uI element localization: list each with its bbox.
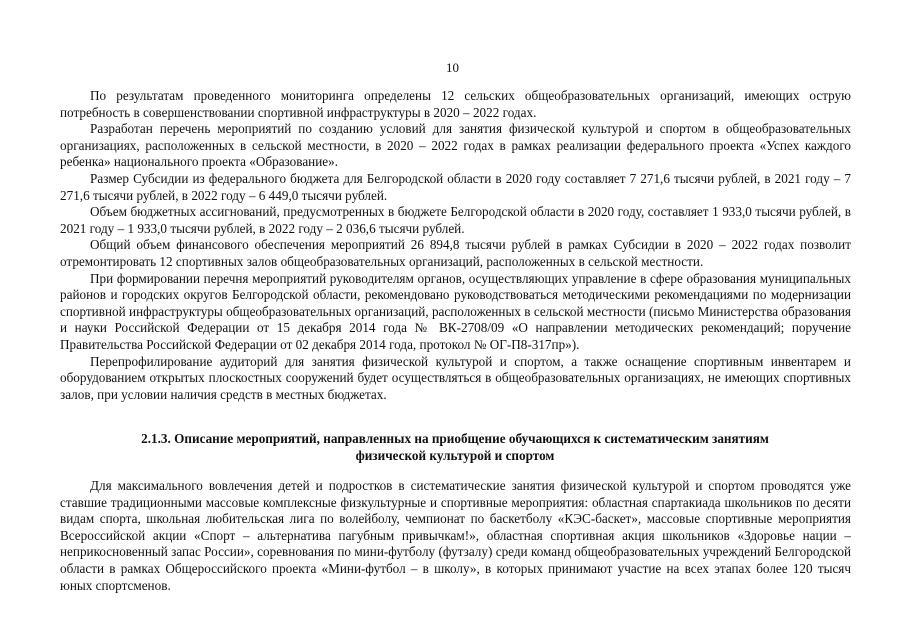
section-body	[60, 478, 851, 594]
section-heading-line: физической культурой и спортом	[355, 448, 555, 463]
paragraph: Перепрофилирование аудиторий для занятия физической культурой и спортом, а также оснащение спортивным инвентарем и оборудованием открытых плоскостных сооружений будет осуществляться в общеобразовательных организациях, не имеющих спортивных залов, при условии наличия средств в местных бюджетах.	[60, 353, 851, 402]
body-text	[60, 88, 851, 403]
paragraph: Размер Субсидии из федерального бюджета для Белгородской области в 2020 году составляет 7 271,6 тысячи рублей, в 2021 году – 7 271,6 тысячи рублей, в 2022 году – 6 449,0 тысячи рублей.	[60, 170, 851, 203]
paragraph: При формировании перечня мероприятий руководителям органов, осуществляющих управление в сфере образования муниципальных районов и городских округов Белгородской области, рекомендовано руководствоваться методическими рекомендациями по модернизации спортивной инфраструктуры общеобразовательных организаций, расположенных в сельской местности (письмо Министерства образования и науки Российской Федерации от 15 декабря 2014 года № ВК-2708/09 «О направлении методических рекомендаций; поручение Правительства Российской Федерации от 02 декабря 2014 года, протокол № ОГ-П8-317пр»).	[60, 270, 851, 352]
paragraph: Для максимального вовлечения детей и подростков в систематические занятия физической культурой и спортом проводятся уже ставшие традиционными массовые комплексные физкультурные и спортивные мероприятия: областная спартакиада школьников по десяти видам спорта, школьная любительская лига по волейболу, чемпионат по баскетболу «КЭС-баскет», массовые спортивные мероприятия Всероссийской акции «Спорт – альтернатива пагубным привычкам!», областная спортивная акция школьников «Здоровье нации – неприкосновенный запас России», соревнования по мини-футболу (футзалу) среди команд общеобразовательных учреждений Белгородской области в рамках Общероссийского проекта «Мини-футбол – в школу», в которых принимают участие на всех этапах более 120 тысяч юных спортсменов.	[60, 478, 851, 593]
page-number: 10	[446, 60, 459, 75]
paragraph: Объем бюджетных ассигнований, предусмотренных в бюджете Белгородской области в 2020 году, составляет 1 933,0 тысячи рублей, в 2021 году – 1 933,0 тысячи рублей, в 2022 году – 2 036,6 тысячи рублей.	[60, 204, 851, 236]
section-heading	[100, 430, 810, 464]
paragraph: Разработан перечень мероприятий по созданию условий для занятия физической культурой и спортом в общеобразовательных организациях, расположенных в сельской местности, в 2020 – 2022 годах в рамках реализации федерального проекта «Успех каждого ребенка» национального проекта «Образование».	[60, 121, 851, 170]
paragraph: Общий объем финансового обеспечения мероприятий 26 894,8 тысячи рублей в рамках Субсидии в 2020 – 2022 годах позволит отремонтировать 12 спортивных залов общеобразовательных организаций, расположенных в сельской местности.	[60, 237, 851, 269]
section-heading-line: 2.1.3. Описание мероприятий, направленных на приобщение обучающихся к систематическим занятиям	[141, 431, 769, 446]
paragraph: По результатам проведенного мониторинга определены 12 сельских общеобразовательных организаций, имеющих острую потребность в совершенствовании спортивной инфраструктуры в 2020 – 2022 годах.	[60, 88, 851, 120]
